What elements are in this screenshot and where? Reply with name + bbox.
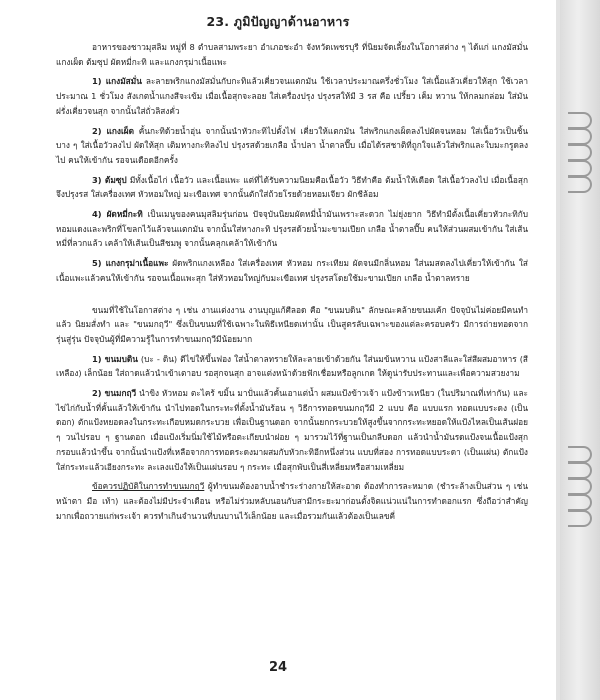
practice-paragraph: [56, 479, 528, 523]
practice-label: ข้อควรปฏิบัติในการทำขนมกฤวี: [92, 481, 205, 492]
dish-item: [56, 74, 528, 118]
dessert-label: 2) ขนมกฤวี: [92, 388, 137, 399]
binder-edge: [560, 0, 600, 700]
dessert-text: นำขิง หัวหอม ตะไคร้ ขมิ้น มาปั่นแล้วคั้นเอาแต่น้ำ ผสมแป้งข้าวเจ้า แป้งข้าวเหนียว (ในปริมาณที่เท่ากัน) และไข่ไก่กับน้ำที่คั้นแล้วให้เข้ากัน นำไปทอดในกระทะที่ตั้งน้ำมันร้อน ๆ วิธีการทอดขนมกฤวีมี 2 แบบ คือ แบบแรก ทอดแบบระดง (เป็นดอก) ตักแป้งหยอดลงในกระทะเกือบหมดกระบวย เพื่อเป็นฐานดอก จากนั้นยกกระบวยให้สูงขึ้นจากกระทะหยอดให้แป้งไหลเป็นเส้นฝอย ๆ วนไปรอบ ๆ ฐานดอก เมื่อแป้งเริ่มนิ่มใช้ไม้หรือตะเกียบนำฝอย ๆ มารวมไว้ที่ฐานเป็นกลีบดอก แล้วนำน้ำมันรดแป้งจนเนื้อแป้งสุกกรอบแล้วนำขึ้น จากนั้นนำแป้งที่เหลือจากการทอดระดงมาผสมกับหัวกะทิอีกหนึ่งส่วน แบบที่สอง การทอดแบบระดา (เป็นแผ่น) ตักแป้งใส่กระทะแล้วเอียงกระทะ ละเลงแป้งให้เป็นแผ่นรอบ ๆ กระทะ เมื่อสุกพับเป็นสี่เหลี่ยมหรือสามเหลี่ยม: [56, 388, 528, 472]
dish-text: มีทั้งเนื้อไก่ เนื้อวัว และเนื้อแพะ แต่ที่ได้รับความนิยมคือเนื้อวัว วิธีทำคือ ต้มน้ำให้เดือด ใส่เนื้อวัวลงไป เมื่อเนื้อสุกจึงปรุงรส ใส่เครื่องเทศ หัวหอมใหญ่ มะเขือเทศ จากนั้นตักใส่ถ้วยโรยด้วยหอมเจียว ผักชีล้อม: [56, 174, 528, 200]
binder-ring-icon: [568, 128, 592, 145]
dessert-label: 1) ขนมบดิน: [92, 353, 138, 364]
dish-item: [56, 173, 528, 202]
dish-label: 5) แกงกรุม่าเนื้อแพะ: [92, 258, 169, 269]
dish-label: 4) ผัดหมี่กะทิ: [92, 209, 143, 220]
binder-ring-icon: [568, 494, 592, 511]
binder-ring-icon: [568, 478, 592, 495]
dish-item: [56, 256, 528, 285]
dessert-intro-paragraph: ขนมที่ใช้ในโอกาสต่าง ๆ เช่น งานแต่งงาน งานบุญแก้ศีลอด คือ "ขนมบดิน" ลักษณะคล้ายขนมเค้ก ปัจจุบันไม่ค่อยมีคนทำแล้ว นิยมสั่งทำ และ "ขนมกฤวี" ซึ่งเป็นขนมที่ใช้เฉพาะในพิธีเหนียดเท่านั้น เป็นสูตรลับเฉพาะของแต่ละครอบครัว มีการถ่ายทอดจากรุ่นสู่รุ่น ปัจจุบันผู้ที่มีความรู้ในการทำขนมกฤวีมีน้อยมาก: [56, 304, 528, 344]
binder-ring-icon: [568, 112, 592, 129]
binder-ring-icon: [568, 510, 592, 527]
page-number: 24: [268, 660, 288, 675]
document-body: [56, 40, 528, 528]
dessert-item: [56, 352, 528, 381]
dish-text: คั้นกะทิด้วยน้ำอุ่น จากนั้นนำหัวกะทิไปตั้งไฟ เคี่ยวให้แตกมัน ใส่พริกแกงเผ็ดลงไปผัดจนหอม ใส่เนื้อวัวเป็นชิ้นบาง ๆ ใส่เนื้อวัวลงไป ผัดให้สุก เติมหางกะทิลงไป ปรุงรสด้วยเกลือ น้ำปลา น้ำตาลปี๊บ เมื่อได้รสชาติที่ถูกใจแล้วใส่พริกและใบมะกรูดลงไป คนให้เข้ากัน รอจนเดือดอีกครั้ง: [56, 125, 528, 165]
dish-label: 3) ต้มซุป: [92, 174, 127, 185]
dish-label: 1) แกงมัสมั่น: [92, 76, 142, 87]
practice-text: ผู้ทำขนมต้องอาบน้ำชำระร่างกายให้สะอาด ต้องทำการละหมาด (ชำระล้างเป็นส่วน ๆ เช่น หน้าตา มือ เท้า) และต้องไม่มีประจำเดือน หรือไม่ร่วมหลับนอนกับสามีกระยะมาก่อนตั้งจิตแน่วแน่ในการทำดอกแรก ซึ่งถือว่าสำคัญมากเพื่อถวายแก่พระเจ้า ควรทำเกินจำนวนที่บนบานไว้เล็กน้อย และเมื่อรวมกันแล้วต้องเป็นเลขคี่: [56, 481, 528, 521]
page-title: 23. ภูมิปัญญาด้านอาหาร: [206, 14, 350, 29]
dish-item: [56, 124, 528, 168]
binder-ring-icon: [568, 160, 592, 177]
dessert-item: [56, 386, 528, 474]
dessert-text: (บะ - ดิน) ตีไข่ให้ขึ้นฟอง ใส่น้ำตาลทรายให้ละลายเข้าด้วยกัน ใส่นมข้นหวาน แป้งสาลีและใส่สีผสมอาหาร (สีเหลือง) เล็กน้อย ใส่ถาดแล้วนำเข้าเตาอบ รอสุกจนสุก อาจแต่งหน้าด้วยฟักเชื่อมหรือลูกเกด ให้ดูน่ารับประทานและเพื่อความสวยงาม: [56, 353, 528, 379]
dish-text: ละลายพริกแกงมัสมั่นกับกะทิแล้วเคี่ยวจนแตกมัน ใช้เวลาประมาณครึ่งชั่วโมง ใส่เนื้อแล้วเคี่ยวให้สุก ใช้เวลาประมาณ 1 ชั่วโมง สังเกตน้ำแกงสีจะเข้ม เมื่อเนื้อสุกจะลอย ใส่เครื่องปรุง ปรุงรสให้มี 3 รส คือ เปรี้ยว เค็ม หวาน ให้กลมกล่อม ใส่มันฝรั่งเคี่ยวจนสุก จากนั้นใส่ถั่วลิสงคั่ว: [56, 76, 528, 116]
binder-ring-icon: [568, 462, 592, 479]
dish-item: [56, 207, 528, 251]
dish-text: ผัดพริกแกงเหลือง ใส่เครื่องเทศ หัวหอม กระเทียม ผัดจนมีกลิ่นหอม ใส่นมสดลงไปเคี่ยวให้เข้ากัน ใส่เนื้อแพะแล้วคนให้เข้ากัน รอจนเนื้อแพะสุก ใส่หัวหอมใหญ่กับมะเขือเทศ ปรุงรสโดยใช้มะขามเปียก เกลือ น้ำตาลทราย: [56, 258, 528, 283]
binder-ring-icon: [568, 446, 592, 463]
intro-paragraph: อาหารของชาวมุสลิม หมู่ที่ 8 ตำบลสามพระยา อำเภอชะอำ จังหวัดเพชรบุรี ที่นิยมจัดเลี้ยงในโอกาสต่าง ๆ ได้แก่ แกงมัสมั่น แกงเผ็ด ต้มซุป ผัดหมี่กะทิ และแกงกรุม่าเนื้อแพะ: [56, 42, 528, 67]
binder-ring-icon: [568, 176, 592, 193]
binder-ring-icon: [568, 144, 592, 161]
dish-text: เป็นเมนูของคนมุสลิมรุ่นก่อน ปัจจุบันนิยมผัดหมี่น้ำมันเพราะสะดวก ไม่ยุ่งยาก วิธีทำมีตั้งเนื้อเคี่ยวหัวกะทิกับหอมแดงและพริกที่โขลกไว้แล้วจนแตกมัน จากนั้นใส่หางกะทิ ปรุงรสด้วยน้ำมะขามเปียก เกลือ น้ำตาลปี๊บ คนให้ส่วนผสมเข้ากัน ใส่เส้นหมี่ที่ลวกแล้ว เคล้าให้เส้นเป็นสีชมพู จากนั้นคลุกเคล้าให้เข้ากัน: [56, 209, 528, 249]
dish-label: 2) แกงเผ็ด: [92, 125, 135, 136]
